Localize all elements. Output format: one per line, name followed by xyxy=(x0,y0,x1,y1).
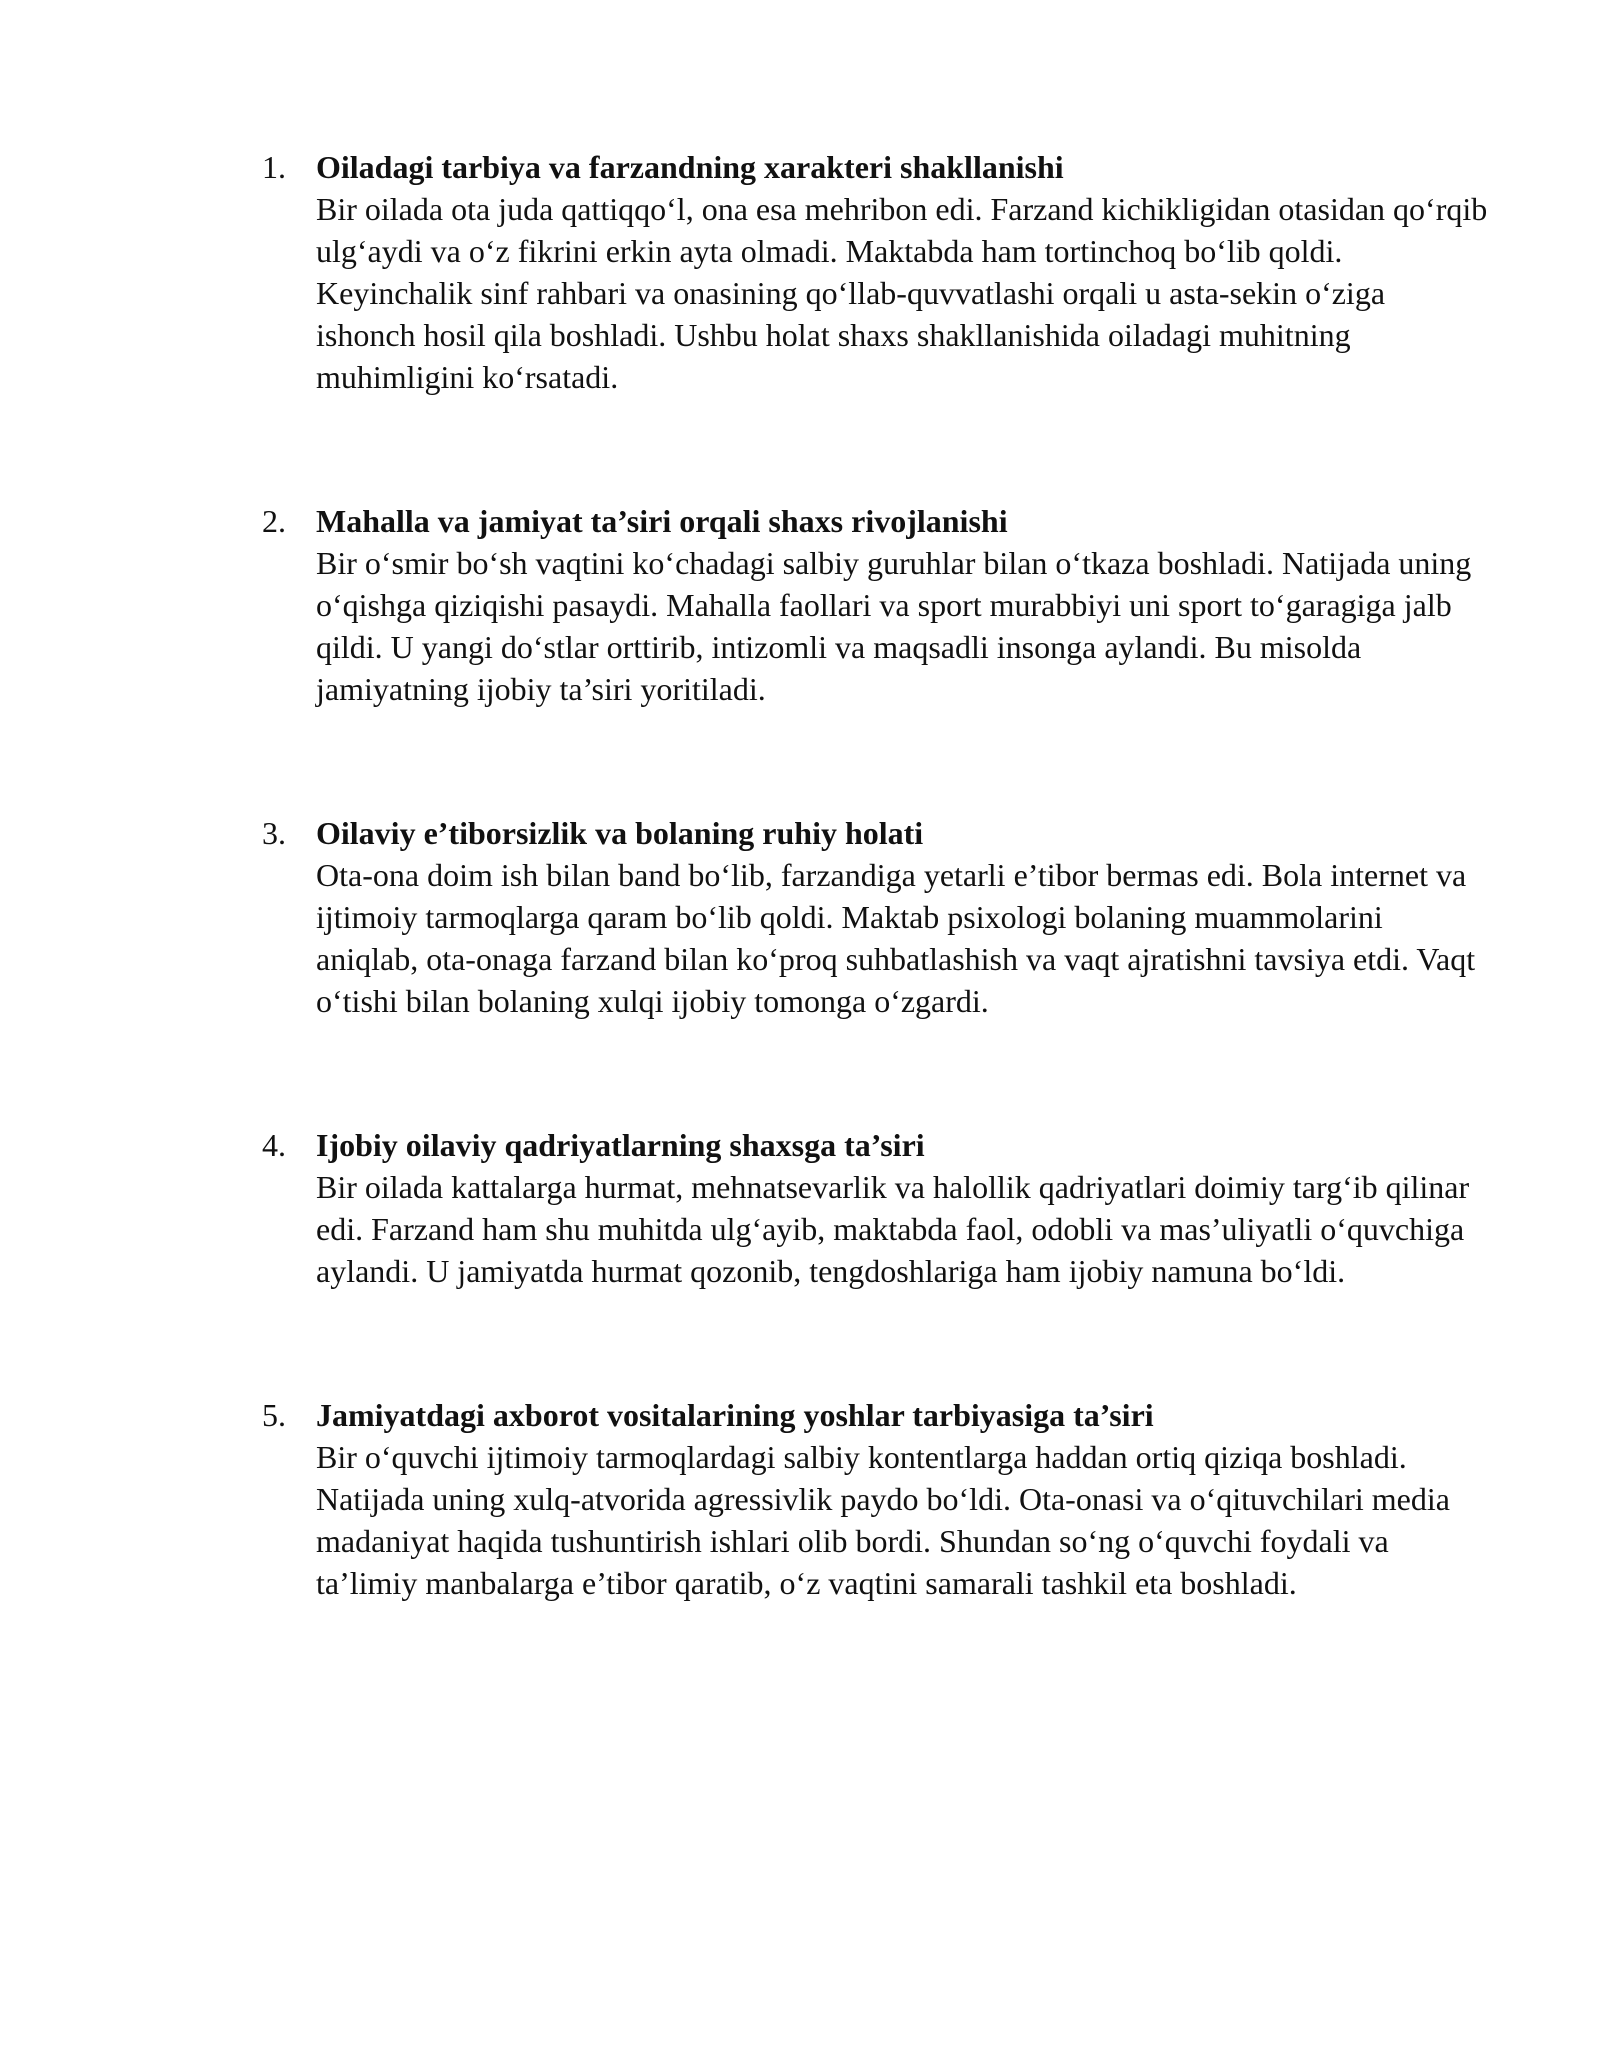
list-item xyxy=(262,812,1492,1022)
item-body xyxy=(316,812,1492,1022)
item-body xyxy=(316,500,1492,710)
item-title: Oilaviy e’tiborsizlik va bolaning ruhiy holati xyxy=(316,815,924,851)
item-paragraph: Bir oilada kattalarga hurmat, mehnatsevarlik va halollik qadriyatlari doimiy targ‘ib qilinar edi. Farzand ham shu muhitda ulg‘ayib, maktabda faol, odobli va mas’uliyatli o‘quvchiga aylandi. U jamiyatda hurmat qozonib, tengdoshlariga ham ijobiy namuna bo‘ldi. xyxy=(316,1169,1470,1289)
item-title: Mahalla va jamiyat ta’siri orqali shaxs rivojlanishi xyxy=(316,503,1008,539)
item-number: 5. xyxy=(262,1397,286,1433)
item-title: Jamiyatdagi axborot vositalarining yoshlar tarbiyasiga ta’siri xyxy=(316,1397,1154,1433)
item-number: 4. xyxy=(262,1127,286,1163)
case-list xyxy=(262,146,1492,1604)
item-paragraph: Bir o‘quvchi ijtimoiy tarmoqlardagi salbiy kontentlarga haddan ortiq qiziqa boshladi. Natijada uning xulq-atvorida agressivlik paydo bo‘ldi. Ota-onasi va o‘qituvchilari media madaniyat haqida tushuntirish ishlari olib bordi. Shundan so‘ng o‘quvchi foydali va ta’limiy manbalarga e’tibor qaratib, o‘z vaqtini samarali tashkil eta boshladi. xyxy=(316,1439,1450,1601)
item-title: Ijobiy oilaviy qadriyatlarning shaxsga ta’siri xyxy=(316,1127,925,1163)
item-body xyxy=(316,146,1492,398)
list-item xyxy=(262,500,1492,710)
item-paragraph: Bir oilada ota juda qattiqqo‘l, ona esa mehribon edi. Farzand kichikligidan otasidan qo‘rqib ulg‘aydi va o‘z fikrini erkin ayta olmadi. Maktabda ham tortinchoq bo‘lib qoldi. Keyinchalik sinf rahbari va onasining qo‘llab-quvvatlashi orqali u asta-sekin o‘ziga ishonch hosil qila boshladi. Ushbu holat shaxs shakllanishida oiladagi muhitning muhimligini ko‘rsatadi. xyxy=(316,191,1488,395)
item-body xyxy=(316,1124,1492,1292)
item-number: 2. xyxy=(262,503,286,539)
item-title: Oiladagi tarbiya va farzandning xarakteri shakllanishi xyxy=(316,149,1064,185)
item-paragraph: Ota-ona doim ish bilan band bo‘lib, farzandiga yetarli e’tibor bermas edi. Bola internet va ijtimoiy tarmoqlarga qaram bo‘lib qoldi. Maktab psixologi bolaning muammolarini aniqlab, ota-onaga farzand bilan ko‘proq suhbatlashish va vaqt ajratishni tavsiya etdi. Vaqt o‘tishi bilan bolaning xulqi ijobiy tomonga o‘zgardi. xyxy=(316,857,1476,1019)
item-paragraph: Bir o‘smir bo‘sh vaqtini ko‘chadagi salbiy guruhlar bilan o‘tkaza boshladi. Natijada uning o‘qishga qiziqishi pasaydi. Mahalla faollari va sport murabbiyi uni sport to‘garagiga jalb qildi. U yangi do‘stlar orttirib, intizomli va maqsadli insonga aylandi. Bu misolda jamiyatning ijobiy ta’siri yoritiladi. xyxy=(316,545,1472,707)
list-item xyxy=(262,1124,1492,1292)
item-body xyxy=(316,1394,1492,1604)
list-item xyxy=(262,146,1492,398)
list-item xyxy=(262,1394,1492,1604)
item-number: 3. xyxy=(262,815,286,851)
item-number: 1. xyxy=(262,149,286,185)
